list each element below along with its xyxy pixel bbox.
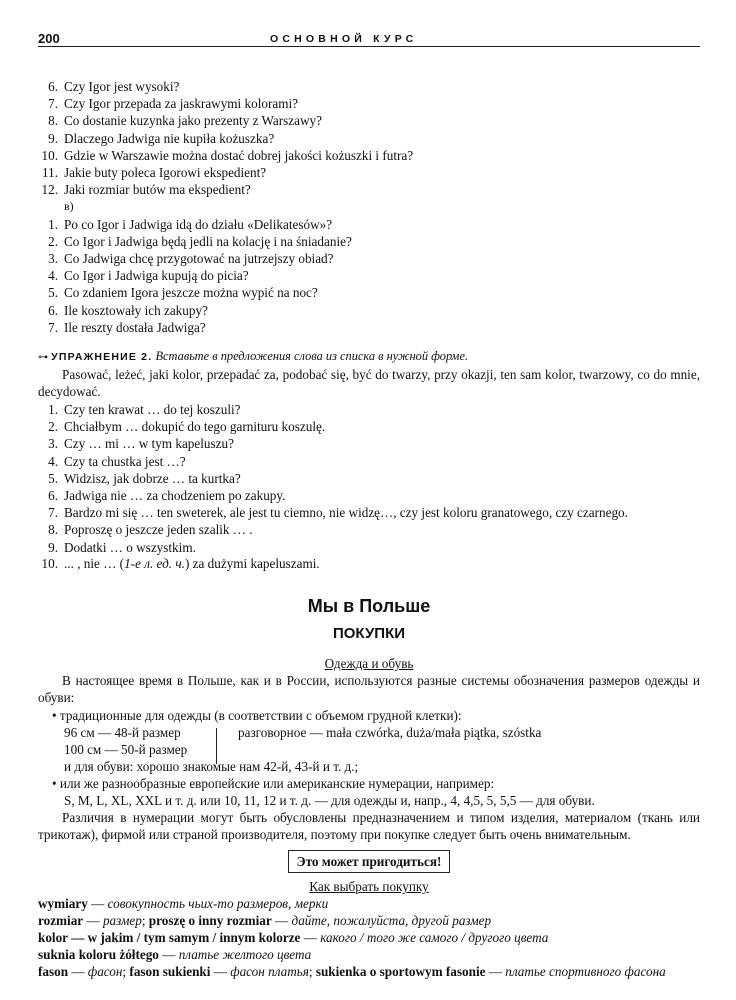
item-text: Czy … mi … w tym kapeluszu? [64,436,234,452]
colloquial-sizes: разговорное — mała czwórka, duża/mała piątka, szóstka [238,725,542,740]
item-number: 6. [48,79,58,94]
vocab-suknia: suknia koloru żółtego — платье желтого цвета [38,947,312,962]
question-item [38,130,700,147]
sentence-number: 10. [41,556,58,571]
item-text: Jaki rozmiar butów ma ekspedient? [64,182,251,198]
exercise-sentence [38,470,700,487]
exercise-sentence [38,453,700,470]
item-text: Czy Igor jest wysoki? [64,79,180,94]
item-text: Co Igor i Jadwiga będą jedli na kolację i na śniadanie? [64,233,352,249]
item-number: 2. [48,233,58,249]
item-number: 10. [41,147,58,163]
item-number: 6. [48,488,58,504]
question-item [38,302,700,319]
page-header [38,30,700,47]
item-number: 5. [48,285,58,301]
exercise-label: УПРАЖНЕНИЕ 2. [51,351,153,363]
useful-box-wrap [38,850,700,873]
vocab-fason: fason — фасон; fason sukienki — фасон платья; sukienka o sportowym fasonie — платье спортивного фасона [38,964,666,979]
vocab-wymiary: wymiary — совокупность чьих-то размеров, мерки [38,896,329,911]
exercise-sentence [38,435,700,452]
item-text: Jakie buty poleca Igorowi ekspedient? [64,165,267,181]
section-v-label: в) [64,199,74,214]
question-item [38,112,700,129]
item-number: 9. [48,539,58,555]
item-text: Chciałbym … dokupić do tego garnituru koszulę. [64,419,326,435]
item-text: Widzisz, jak dobrze … ta kurtka? [64,470,241,486]
exercise-instruction: Вставьте в предложения слова из списка в нужной форме. [155,349,469,363]
item-text: Dlaczego Jadwiga nie kupiła kożuszka? [64,130,275,146]
vocab-kolor: kolor — w jakim / tym samym / innym kolorze — какого / того же самого / другого цвета [38,930,549,945]
item-number: 1. [48,402,58,417]
item-text: Poproszę o jeszcze jeden szalik … . [64,522,253,538]
item-number: 2. [48,419,58,435]
item-text: Co Jadwiga chcę przygotować na jutrzejszy obiad? [64,251,334,267]
question-item [38,147,700,164]
size-systems: S, M, L, XL, XXL и т. д. или 10, 11, 12 и т. д. — для одежды и, напр., 4, 4,5, 5, 5,5 — для обуви. [64,793,595,808]
item-number: 3. [48,436,58,452]
item-number: 9. [48,130,58,146]
item-text: Ile reszty dostała Jadwiga? [64,319,206,335]
item-number: 7. [48,96,58,112]
section-subtitle: ПОКУПКИ [332,625,406,642]
item-text: Czy Igor przepada za jaskrawymi kolorami? [64,96,298,112]
item-text: Czy ten krawat … do tej koszuli? [64,402,241,417]
item-text: Gdzie w Warszawie można dostać dobrej jakości kożuszki i futra? [64,147,414,163]
word-list: Pasować, leżeć, jaki kolor, przepadać za, podobać się, być do twarzy, przy okazji, ten sam kolor, twarzowy, co do mnie, decydować. [38,367,700,400]
size-100: 100 см — 50-й размер [64,742,188,757]
subheading-how-to-choose: Как выбрать покупку [309,879,429,894]
item-number: 7. [48,505,58,521]
key-icon: ⊶ [38,352,48,363]
sentence-10: 10. ... , nie … (1-е л. ед. ч.) za dużymi kapeluszami. [38,555,726,572]
question-item [38,267,700,284]
section-title: Мы в Польше [307,596,431,616]
question-item [38,181,700,198]
page-number: 200 [38,31,60,46]
question-item [38,78,700,95]
item-text: Co dostanie kuzynka jako prezenty z Warszawy? [64,113,322,129]
item-number: 4. [48,268,58,284]
exercise-sentence [38,401,700,418]
bullet-traditional: • традиционные для одежды (в соответствии с объемом грудной клетки): [52,708,462,723]
shoe-sizes: и для обуви: хорошо знакомые нам 42-й, 43-й и т. д.; [64,759,359,774]
item-text: Po co Igor i Jadwiga idą do działu «Delikatesów»? [64,216,333,232]
item-text: Co zdaniem Igora jeszcze można wypić na noc? [64,285,318,301]
item-text: Co Igor i Jadwiga kupują do picia? [64,268,249,284]
subheading-clothing: Одежда и обувь [324,656,414,671]
questions-list [38,78,700,336]
exercise-sentence [38,418,700,435]
question-item [38,250,700,267]
question-item [38,95,700,112]
item-number: 8. [48,113,58,129]
exercise-sentence [38,539,700,556]
item-number: 6. [48,302,58,318]
item-number: 7. [48,319,58,335]
exercise-sentence [38,487,700,504]
item-text: Czy ta chustka jest …? [64,453,186,469]
item-text: Dodatki … o wszystkim. [64,539,196,555]
item-number: 4. [48,453,58,469]
item-text: Jadwiga nie … za chodzeniem po zakupy. [64,488,286,504]
size-96: 96 см — 48-й размер [64,725,181,740]
running-title: ОСНОВНОЙ КУРС [270,33,418,45]
question-item [38,164,700,181]
item-number: 12. [41,182,58,198]
exercise-sentence [38,504,700,521]
item-text: Ile kosztowały ich zakupy? [64,302,208,318]
question-item [38,233,700,250]
differences-paragraph: Различия в нумерации могут быть обусловлены предназначением и типом изделия, материалом (ткань или трикотаж), фирмой или страной производителя, поэтому при покупке следует быть очень внимательным. [38,810,700,843]
item-number: 5. [48,470,58,486]
exercise-sentence [38,521,700,538]
item-number: 11. [42,165,58,181]
question-item [38,319,700,336]
question-item [38,216,700,233]
bullet-european: • или же разнообразные европейские или американские нумерации, например: [52,776,495,791]
useful-box: Это может пригодиться! [288,850,451,873]
intro-paragraph: В настоящее время в Польше, как и в России, используются разные системы обозначения размеров одежды и обуви: [38,673,700,706]
question-item [38,284,700,301]
exercise-sentences [38,401,700,556]
item-number: 3. [48,251,58,267]
item-text: Bardzo mi się … ten sweterek, ale jest tu ciemno, nie widzę…, czy jest koloru granatowego, czy czarnego. [64,505,628,521]
item-number: 8. [48,522,58,538]
exercise-2-heading [38,348,700,366]
item-number: 1. [48,216,58,232]
vocab-rozmiar: rozmiar — размер; proszę o inny rozmiar — дайте, пожалуйста, другой размер [38,913,492,928]
